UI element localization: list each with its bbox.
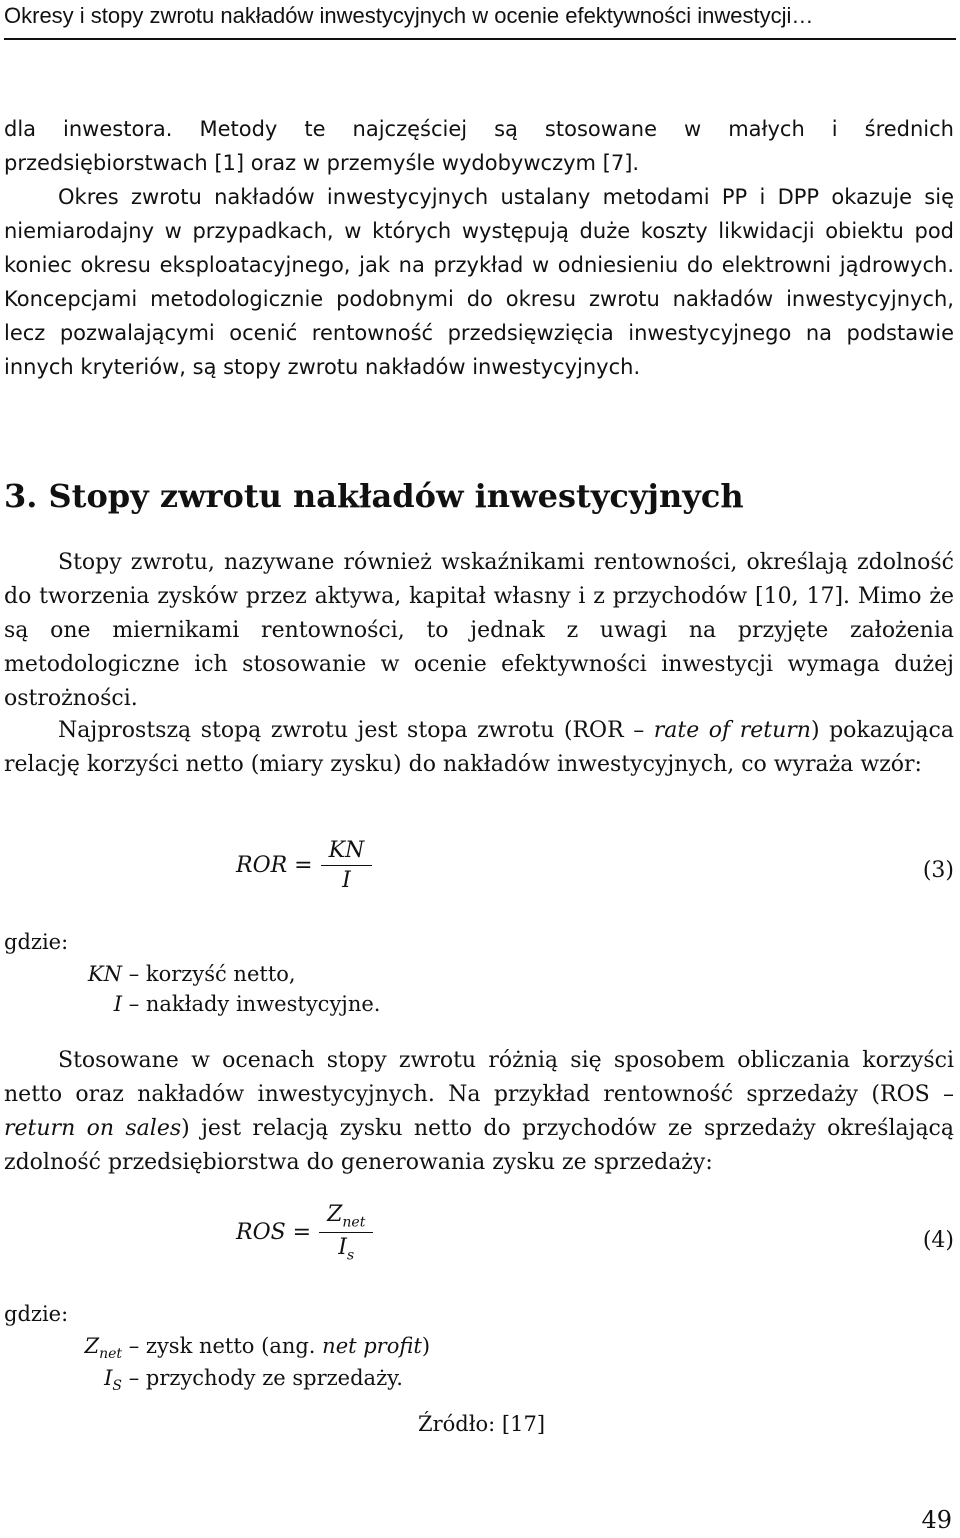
def-tail: ): [421, 1334, 431, 1358]
def-dash: –: [128, 992, 140, 1016]
eq4-den-subscript: s: [346, 1247, 355, 1264]
def-symbol: [66, 1334, 122, 1362]
def-italic: net profit: [322, 1334, 422, 1358]
eq4-fraction: [319, 1202, 373, 1264]
eq4-num-symbol: Z: [327, 1202, 343, 1227]
paragraph-3: Stopy zwrotu, nazywane również wskaźnikami rentowności, określają zdolność do tworzenia zysków przez aktywa, kapitał własny i z przychodów [10, 17]. Mimo że są one miernikami rentowności, to jednak z uwagi na przyjęte założenia metodologiczne ich stosowanie w ocenie efektywności inwestycji wymaga dużej ostrożności.: [4, 550, 954, 711]
def-symbol-subscript: net: [99, 1346, 122, 1363]
def-symbol: [66, 1366, 122, 1394]
def-dash: –: [128, 1366, 140, 1390]
paragraph-2: Okres zwrotu nakładów inwestycyjnych ustalany metodami PP i DPP okazuje się niemiarodajny w przypadkach, w których występują duże koszty likwidacji obiektu pod koniec okresu eksploatacyjnego, jak na przykład w odniesieniu do elektrowni jądrowych. Koncepcjami metodologicznie podobnymi do okresu zwrotu nakładów inwestycyjnych, lecz pozwalającymi ocenić rentowność przedsięwzięcia inwestycyjnego na podstawie innych kryteriów, są stopy zwrotu nakładów inwestycyjnych.: [4, 185, 954, 379]
eq3-fraction: [321, 838, 373, 893]
page-number: 49: [921, 1506, 952, 1534]
def-symbol-subscript: S: [112, 1378, 122, 1395]
definition-is: [66, 1366, 403, 1394]
paragraph-4: [4, 714, 954, 782]
equation-4: [236, 1202, 373, 1264]
eq4-denominator: [338, 1233, 354, 1263]
eq4-number: (4): [922, 1228, 954, 1253]
section-title: Stopy zwrotu nakładów inwestycyjnych: [48, 477, 744, 515]
eq4-den-symbol: I: [338, 1235, 347, 1261]
gdzie-label-2: gdzie:: [4, 1302, 69, 1326]
def-symbol-letter: Z: [84, 1334, 100, 1358]
p5-italic: return on sales: [4, 1116, 182, 1141]
running-title: Okresy i stopy zwrotu nakładów inwestycyjnych w ocenie efektywności inwestycji…: [4, 3, 814, 28]
eq3-number: (3): [922, 858, 954, 883]
eq3-lhs: ROR =: [236, 853, 313, 878]
p5-part2: ) jest relacją zysku netto do przychodów ze sprzedaży określającą zdolność przedsiębiorstwa do generowania zysku ze sprzedaży:: [4, 1116, 954, 1175]
p5-part1: Stosowane w ocenach stopy zwrotu różnią się sposobem obliczania korzyści netto oraz nakładów inwestycyjnych. Na przykład rentowność sprzedaży (ROS –: [4, 1048, 954, 1107]
definition-znet: [66, 1334, 430, 1362]
source-note: Źródło: [17]: [418, 1412, 546, 1436]
def-text: korzyść netto,: [145, 962, 296, 986]
definition-kn: [66, 962, 296, 986]
section-heading: [4, 472, 744, 520]
def-symbol: I: [113, 992, 122, 1016]
def-dash: –: [128, 962, 140, 986]
paragraph-1: dla inwestora. Metody te najczęściej są stosowane w małych i średnich przedsiębiorstwach [1] oraz w przemyśle wydobywczym [7].: [4, 117, 954, 175]
def-text: zysk netto (ang.: [145, 1334, 323, 1358]
p4-italic: rate of return: [653, 718, 811, 743]
eq4-lhs: ROS =: [236, 1220, 312, 1246]
definition-i: [66, 992, 380, 1016]
def-text: przychody ze sprzedaży.: [145, 1366, 403, 1390]
paragraph-5: [4, 1044, 954, 1180]
running-header: [4, 2, 956, 40]
section-number: 3.: [4, 477, 38, 515]
def-dash: –: [128, 1334, 140, 1358]
equation-3: [236, 838, 372, 893]
eq4-num-subscript: net: [342, 1214, 366, 1231]
gdzie-label-1: gdzie:: [4, 930, 69, 954]
eq3-numerator: KN: [321, 838, 373, 866]
eq3-denominator: I: [342, 868, 351, 893]
def-symbol: KN: [87, 962, 122, 986]
p4-after: ) pokazująca relację korzyści netto (miary zysku) do nakładów inwestycyjnych, co wyraża wzór:: [4, 718, 954, 777]
p4-before: Najprostszą stopą zwrotu jest stopa zwrotu (ROR –: [58, 718, 654, 743]
eq4-numerator: [319, 1202, 373, 1233]
def-text: nakłady inwestycyjne.: [145, 992, 381, 1016]
def-symbol-letter: I: [104, 1366, 113, 1390]
